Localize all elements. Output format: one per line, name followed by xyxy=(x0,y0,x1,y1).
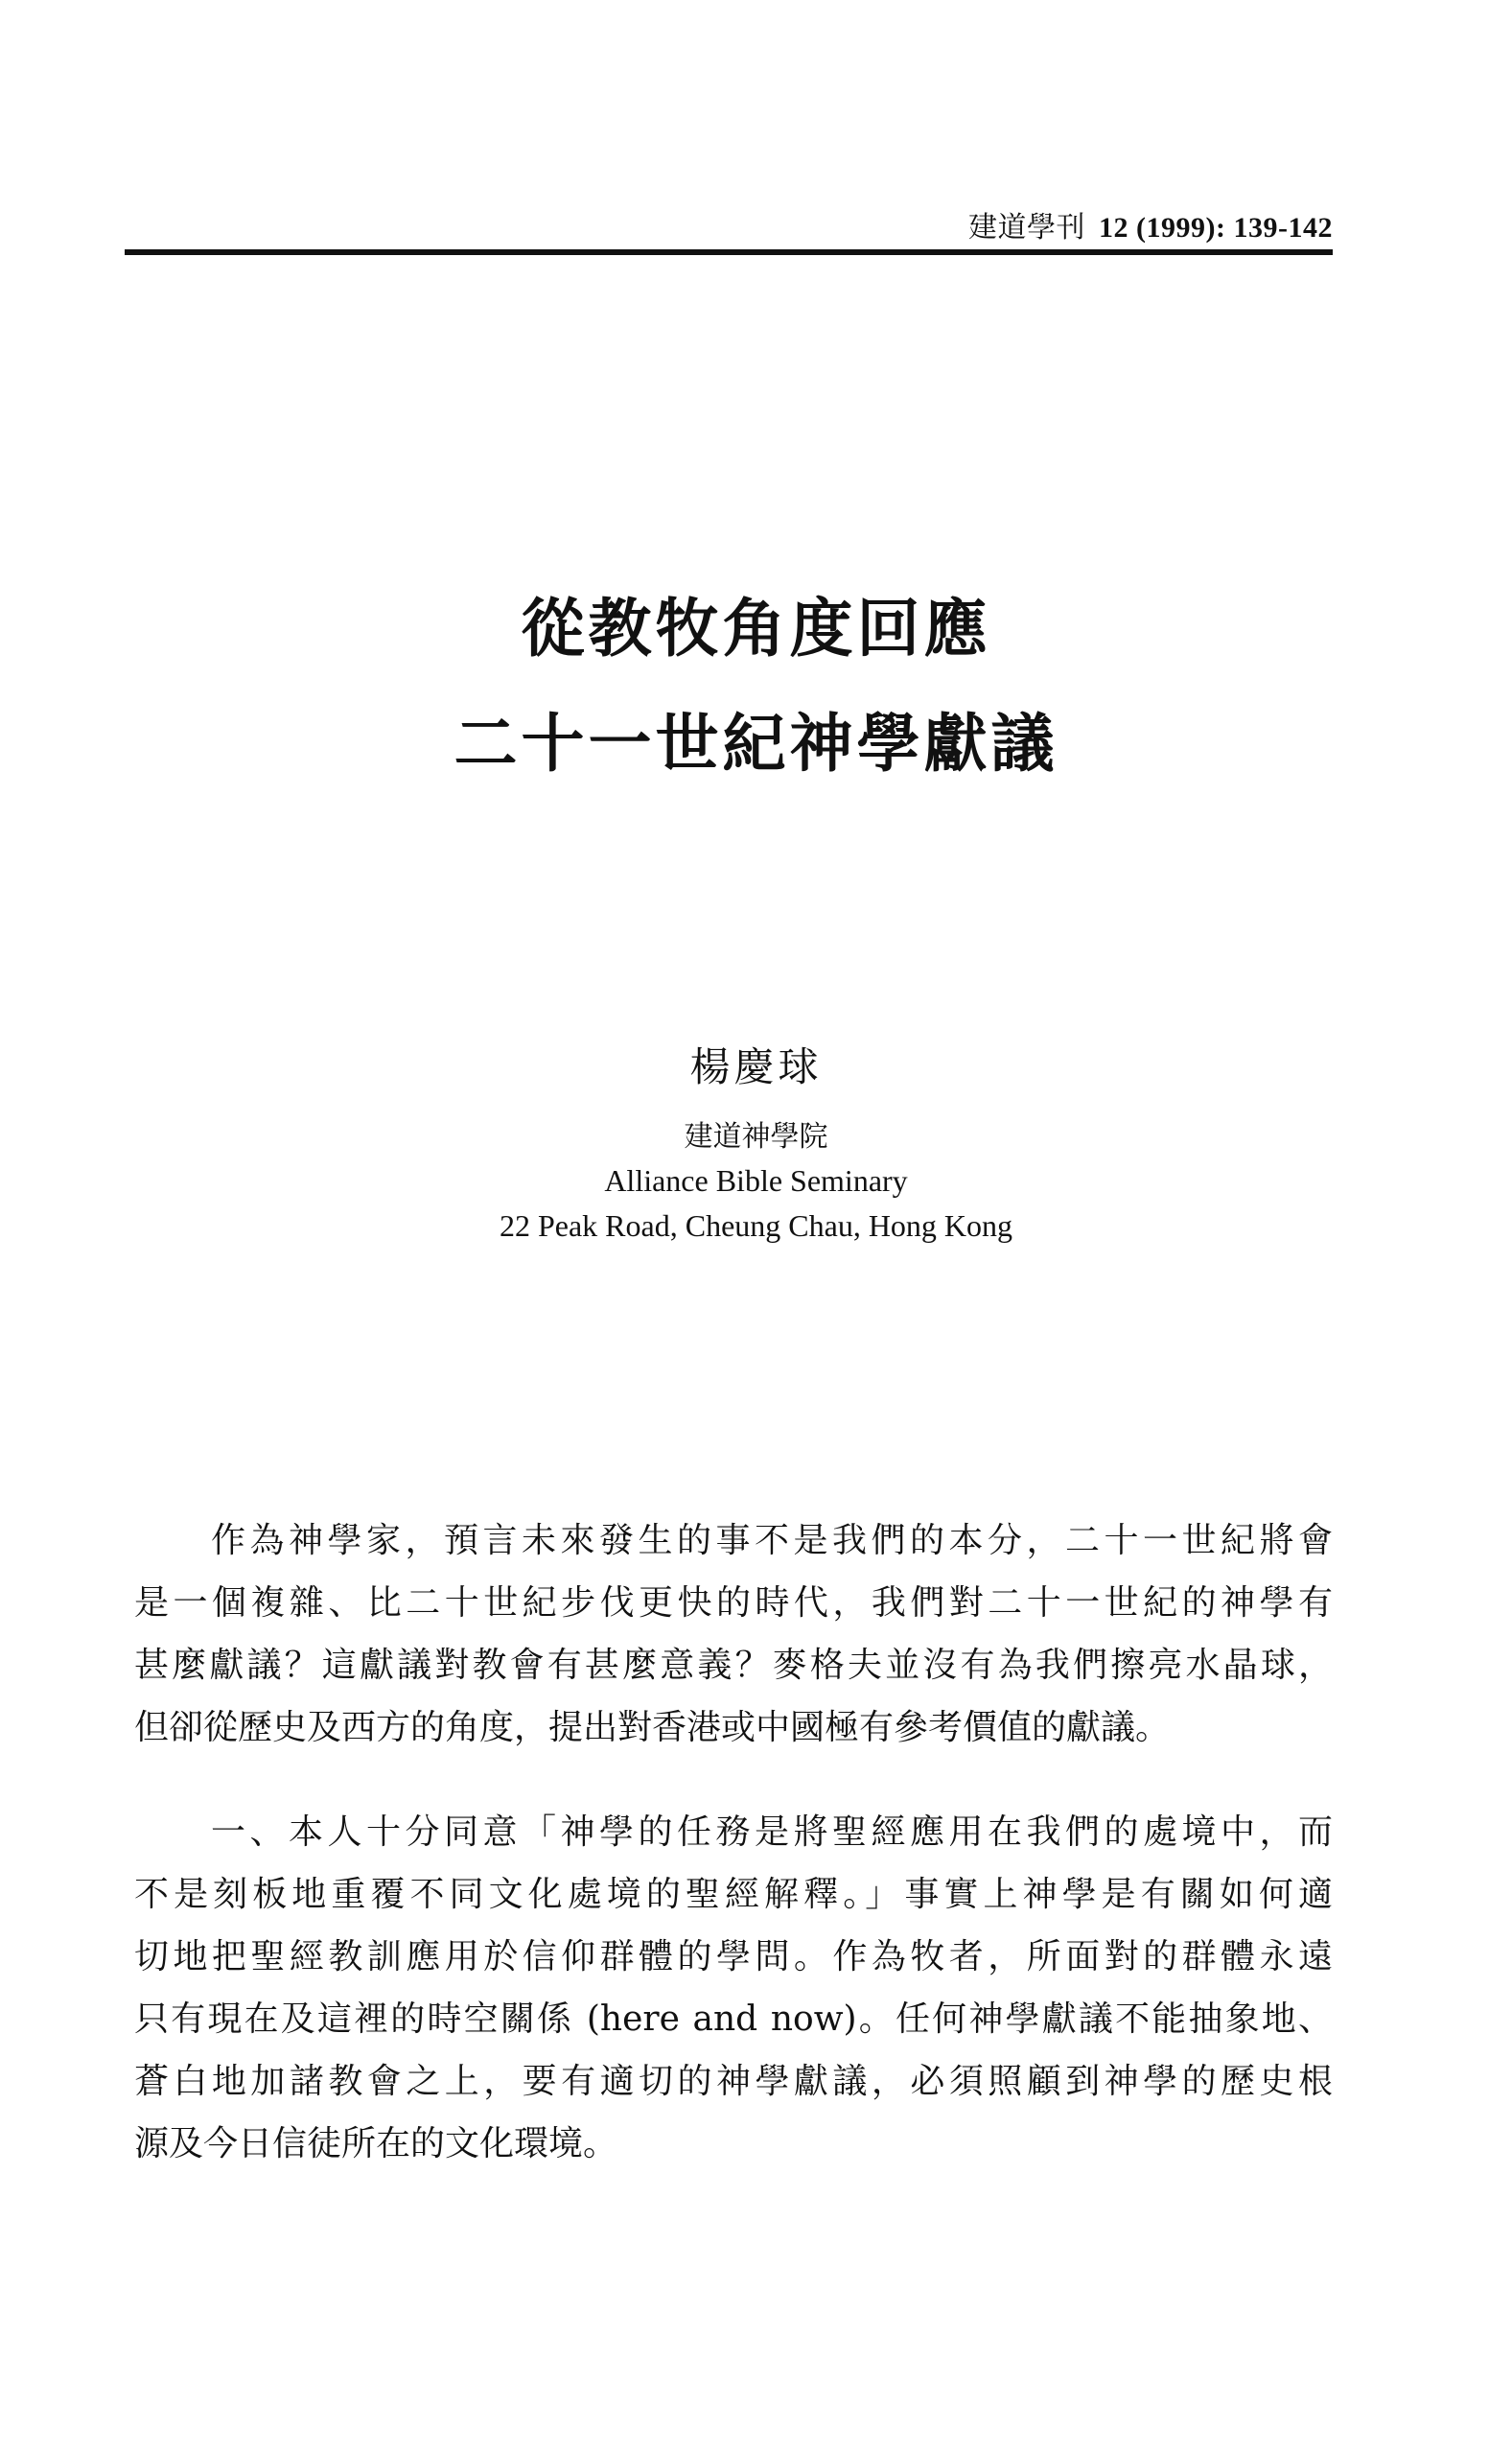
article-title-line-1: 從教牧角度回應 xyxy=(521,592,991,666)
paragraph-line: 甚麼獻議？這獻議對教會有甚麼意義？麥格夫並沒有為我們擦亮水晶球， xyxy=(134,1646,1333,1685)
journal-name: 建道學刊 xyxy=(968,211,1086,245)
body-paragraph-2 xyxy=(134,1801,1333,2175)
affiliation-address: 22 Peak Road, Cheung Chau, Hong Kong xyxy=(499,1208,1013,1243)
affiliation-english: Alliance Bible Seminary xyxy=(604,1163,908,1198)
paragraph-line: 是一個複雜、比二十世紀步伐更快的時代，我們對二十一世紀的神學有 xyxy=(134,1583,1333,1623)
paragraph-line: 蒼白地加諸教會之上，要有適切的神學獻議，必須照顧到神學的歷史根 xyxy=(134,2062,1333,2101)
affiliation-chinese: 建道神學院 xyxy=(684,1120,828,1154)
running-head xyxy=(968,203,1333,246)
journal-citation: 12 (1999): 139-142 xyxy=(1099,212,1333,244)
paragraph-line: 不是刻板地重覆不同文化處境的聖經解釋。」事實上神學是有關如何適 xyxy=(134,1875,1333,1914)
author-name: 楊慶球 xyxy=(689,1043,823,1090)
header-rule xyxy=(125,249,1333,255)
article-title-line-2: 二十一世紀神學獻議 xyxy=(454,707,1058,781)
paragraph-line: 一、本人十分同意「神學的任務是將聖經應用在我們的處境中，而 xyxy=(211,1812,1333,1852)
paragraph-line: 切地把聖經教訓應用於信仰群體的學問。作為牧者，所面對的群體永遠 xyxy=(134,1937,1333,1976)
paragraph-line: 作為神學家，預言未來發生的事不是我們的本分，二十一世紀將會 xyxy=(211,1521,1333,1560)
paragraph-line: 只有現在及這裡的時空關係 (here and now)。任何神學獻議不能抽象地、 xyxy=(134,1999,1333,2039)
paragraph-line: 源及今日信徒所在的文化環境。 xyxy=(134,2124,618,2163)
paragraph-line: 但卻從歷史及西方的角度，提出對香港或中國極有參考價值的獻議。 xyxy=(134,1708,1171,1747)
body-paragraph-1 xyxy=(134,1509,1333,1759)
